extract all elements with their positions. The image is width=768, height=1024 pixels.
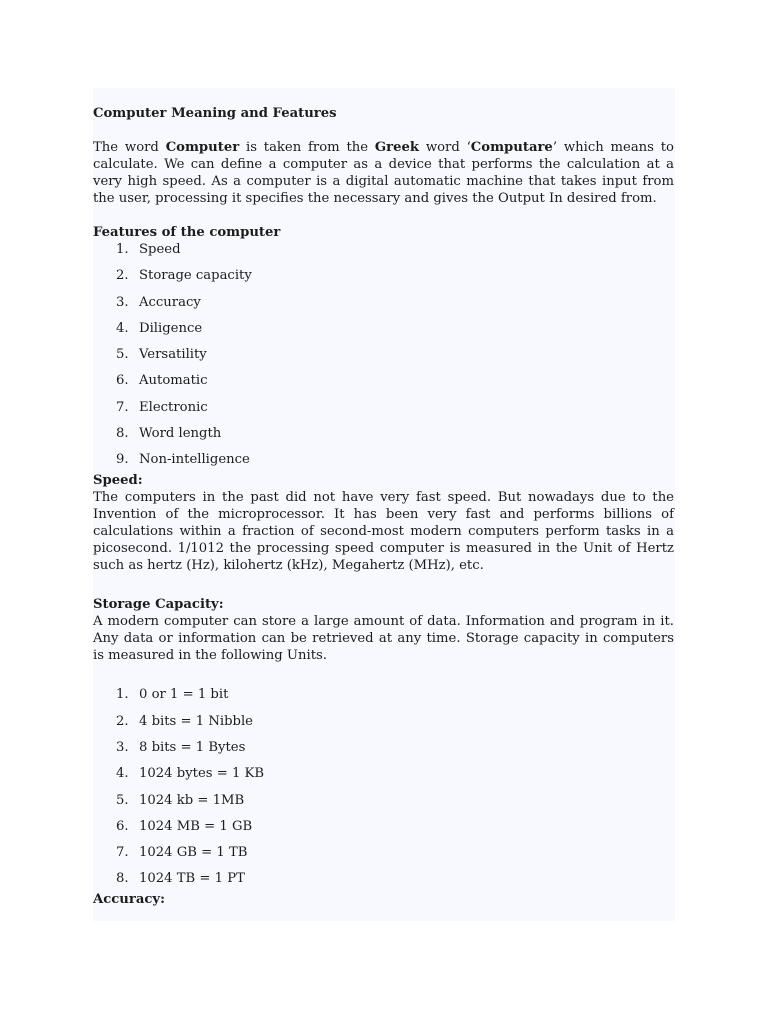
- intro-text-4: ’ which means to calculate. We can define a computer as a device that performs the calculation at a very high speed. As a computer is a digital automatic machine that takes input from the user, processing it specifies the necessary and gives the Output In desired from.: [93, 140, 674, 206]
- speed-heading: Speed:: [93, 473, 143, 489]
- intro-text-2: is taken from the: [239, 140, 375, 155]
- document-content: [93, 105, 674, 908]
- list-item: 3. 8 bits = 1 Bytes: [116, 739, 246, 755]
- accuracy-heading: Accuracy:: [93, 892, 165, 908]
- list-item: 4. Diligence: [116, 320, 203, 336]
- list-item: 4. 1024 bytes = 1 KB: [116, 766, 265, 782]
- list-item: 6. Automatic: [116, 373, 208, 389]
- list-item: 7. 1024 GB = 1 TB: [116, 845, 248, 861]
- list-item: 8. 1024 TB = 1 PT: [116, 871, 245, 887]
- intro-text-3: word ‘: [419, 140, 471, 155]
- list-item: 1. Speed: [116, 242, 181, 257]
- list-item: 6. 1024 MB = 1 GB: [116, 818, 253, 834]
- features-heading: Features of the computer: [93, 225, 281, 240]
- list-item: 2. 4 bits = 1 Nibble: [116, 713, 253, 729]
- list-item: 5. 1024 kb = 1MB: [116, 792, 245, 808]
- list-item: 2. Storage capacity: [116, 268, 252, 284]
- storage-paragraph: A modern computer can store a large amount of data. Information and program in it. Any data or information can be retrieved at any time. Storage capacity in computers is measured in the following Units.: [93, 614, 674, 664]
- intro-bold-greek: Greek: [374, 140, 420, 155]
- document-title: Computer Meaning and Features: [93, 106, 337, 121]
- intro-text-1: The word: [93, 140, 166, 155]
- list-item: 3. Accuracy: [116, 294, 201, 310]
- intro-paragraph: [93, 139, 674, 207]
- list-item: 9. Non-intelligence: [116, 452, 250, 468]
- list-item: 7. Electronic: [116, 399, 208, 415]
- storage-heading: Storage Capacity:: [93, 597, 224, 613]
- list-item: 1. 0 or 1 = 1 bit: [116, 687, 229, 703]
- storage-units-list: [93, 686, 674, 891]
- list-item: 5. Versatility: [116, 347, 207, 363]
- intro-bold-computer: Computer: [165, 140, 240, 155]
- intro-bold-computare: Computare: [470, 140, 553, 155]
- features-list: [93, 241, 674, 472]
- speed-paragraph: The computers in the past did not have very fast speed. But nowadays due to the Invention of the microprocessor. It has been very fast and performs billions of calculations within a fraction of second-most modern computers perform tasks in a picosecond. 1/1012 the processing speed computer is measured in the Unit of Hertz such as hertz (Hz), kilohertz (kHz), Megahertz (MHz), etc.: [93, 490, 674, 574]
- list-item: 8. Word length: [116, 426, 222, 442]
